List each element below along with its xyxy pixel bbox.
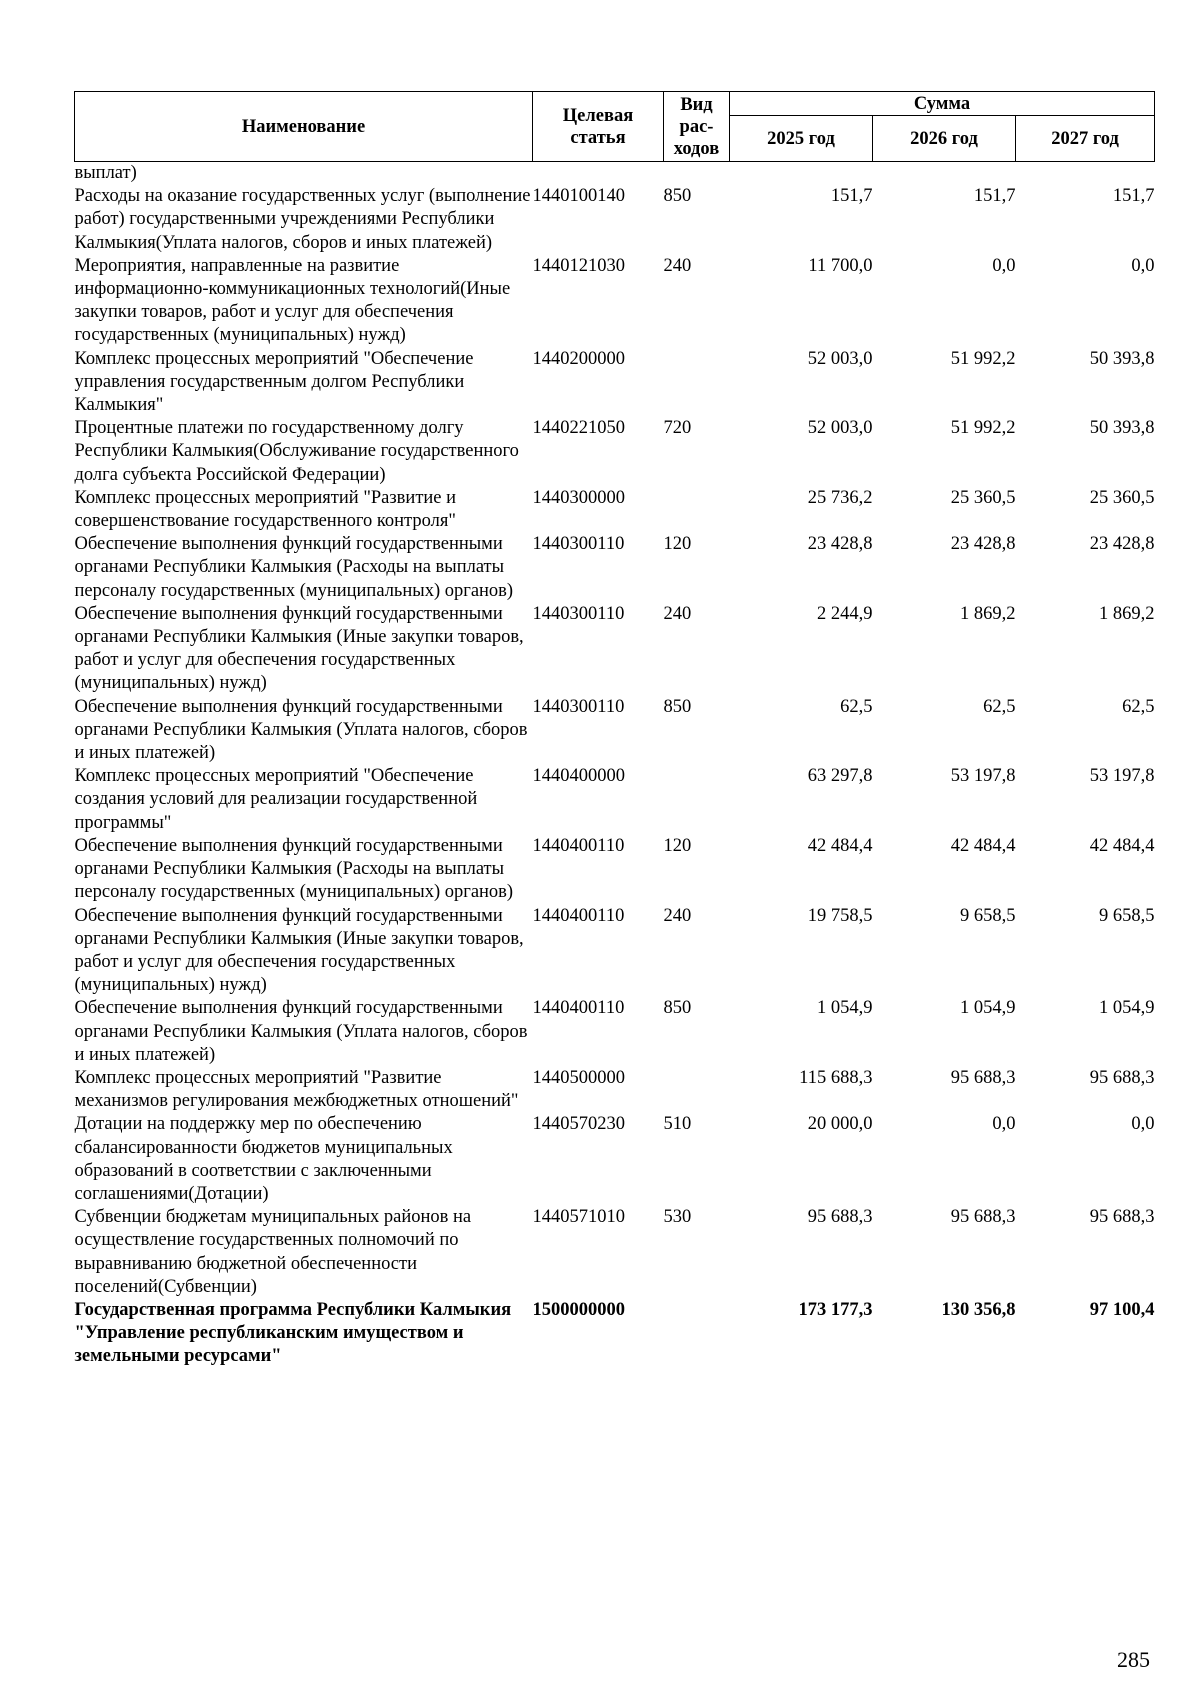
row-amount-2027: 50 393,8 [1089,348,1155,369]
row-amount-2027: 0,0 [1131,255,1155,276]
row-amount-2025: 23 428,8 [807,534,873,555]
row-expense-type [664,1067,730,1113]
row-amount-2025: 115 688,3 [799,1067,873,1088]
row-amount-2027: 95 688,3 [1089,1067,1155,1088]
row-expense-type: 240 [663,603,692,624]
row-amount-2027: 53 197,8 [1089,766,1155,787]
table-row [75,835,1155,905]
header-expense-type: Вид рас-ходов [664,92,730,162]
row-target-article: 1440571010 [532,1207,625,1228]
row-amount-2026: 53 197,8 [950,766,1016,787]
row-amount-2025: 62,5 [840,696,873,717]
row-expense-type: 120 [663,835,692,856]
row-name: Обеспечение выполнения функций государственными органами Республики Калмыкия (Уплата налогов, сборов и иных платежей) [74,998,528,1065]
page-number: 285 [1117,1647,1150,1672]
row-name: Расходы на оказание государственных услуг (выполнение работ) государственными учреждениями Республики Калмыкия(Уплата налогов, сборов и иных платежей) [74,186,531,253]
row-amount-2027: 97 100,4 [1089,1299,1155,1320]
row-expense-type: 530 [663,1207,692,1228]
table-row [75,255,1155,348]
table-header [75,92,1155,162]
row-amount-2026: 95 688,3 [950,1067,1016,1088]
row-name: Комплекс процессных мероприятий "Обеспечение создания условий для реализации государственной программы" [74,766,478,833]
row-amount-2025: 95 688,3 [807,1207,873,1228]
row-target-article: 1440570230 [532,1114,625,1135]
row-amount-2025: 52 003,0 [807,418,873,439]
header-target-article: Целевая статья [533,92,664,162]
row-amount-2025: 19 758,5 [807,905,873,926]
row-amount-2025: 1 054,9 [817,998,873,1019]
row-amount-2026: 151,7 [973,186,1016,207]
row-name: Обеспечение выполнения функций государственными органами Республики Калмыкия (Иные закупки товаров, работ и услуг для обеспечения государственных (муниципальных) нужд) [74,905,524,996]
row-expense-type: 120 [663,534,692,555]
row-amount-2026: 1 054,9 [960,998,1016,1019]
row-amount-2027: 9 658,5 [1099,905,1155,926]
row-name: Обеспечение выполнения функций государственными органами Республики Калмыкия (Расходы на выплаты персоналу государственных (муниципальных) органов) [74,835,514,903]
row-name: Комплекс процессных мероприятий "Развитие механизмов регулирования межбюджетных отношений" [74,1067,519,1112]
row-target-article: 1440400110 [532,835,625,856]
row-name: Процентные платежи по государственному долгу Республики Калмыкия(Обслуживание государственного долга субъекта Российской Федерации) [74,418,519,485]
table-row [75,1067,1155,1113]
table-row [75,603,1155,696]
row-expense-type: 240 [663,905,692,926]
row-amount-2027 [1016,162,1155,186]
row-name: выплат) [74,163,137,183]
row-target-article: 1440400110 [532,905,625,926]
row-amount-2027: 1 869,2 [1099,603,1155,624]
row-name: Мероприятия, направленные на развитие информационно-коммуникационных технологий(Иные закупки товаров, работ и услуг для обеспечения государственных (муниципальных) нужд) [74,255,511,346]
row-expense-type [664,487,730,533]
row-amount-2026: 95 688,3 [950,1207,1016,1228]
row-amount-2027: 42 484,4 [1089,835,1155,856]
table-row [75,1113,1155,1206]
row-expense-type: 510 [663,1114,692,1135]
row-target-article: 1440221050 [532,418,625,439]
header-year-2026: 2026 год [873,116,1016,162]
row-amount-2026: 9 658,5 [960,905,1016,926]
header-amount: Сумма [730,92,1155,116]
row-amount-2026: 23 428,8 [950,534,1016,555]
table-row [75,533,1155,603]
row-amount-2026: 25 360,5 [950,487,1016,508]
row-name: Обеспечение выполнения функций государственными органами Республики Калмыкия (Уплата налогов, сборов и иных платежей) [74,696,528,764]
row-name: Государственная программа Республики Калмыкия "Управление республиканским имуществом и земельными ресурсами" [74,1299,512,1367]
row-amount-2025: 151,7 [830,186,873,207]
row-amount-2026: 0,0 [992,1114,1016,1135]
table-row [75,905,1155,998]
row-name: Обеспечение выполнения функций государственными органами Республики Калмыкия (Иные закупки товаров, работ и услуг для обеспечения государственных (муниципальных) нужд) [74,603,524,694]
row-target-article: 1440121030 [532,255,625,276]
table-row [75,162,1155,186]
row-amount-2025: 173 177,3 [798,1299,873,1320]
table-row [75,185,1155,255]
row-expense-type [664,765,730,835]
row-target-article: 1440300000 [532,487,625,508]
budget-table [74,91,1155,1369]
row-amount-2025: 25 736,2 [807,487,873,508]
table-row [75,487,1155,533]
row-name: Субвенции бюджетам муниципальных районов на осуществление государственных полномочий по выравниванию бюджетной обеспеченности поселений(Субвенции) [74,1207,472,1297]
row-amount-2026: 42 484,4 [950,835,1016,856]
row-amount-2025 [730,162,873,186]
table-row [75,348,1155,418]
row-amount-2026: 51 992,2 [950,348,1016,369]
row-amount-2026: 51 992,2 [950,418,1016,439]
table-row [75,1206,1155,1299]
row-amount-2026: 0,0 [992,255,1016,276]
row-expense-type [664,348,730,418]
row-expense-type: 850 [663,998,692,1019]
header-year-2027: 2027 год [1016,116,1155,162]
row-expense-type: 850 [663,186,692,207]
row-amount-2027: 50 393,8 [1089,418,1155,439]
table-row [75,765,1155,835]
row-expense-type: 850 [663,696,692,717]
row-amount-2025: 52 003,0 [807,348,873,369]
row-target-article: 1440300110 [532,696,625,717]
row-amount-2025: 11 700,0 [808,255,873,276]
row-target-article: 1440400110 [532,998,625,1019]
row-amount-2026: 130 356,8 [941,1299,1016,1320]
row-name: Дотации на поддержку мер по обеспечению сбалансированности бюджетов муниципальных образований в соответствии с заключенными соглашениями(Дотации) [74,1114,453,1204]
row-amount-2025: 42 484,4 [807,835,873,856]
row-amount-2027: 25 360,5 [1089,487,1155,508]
row-amount-2026: 62,5 [983,696,1016,717]
row-target-article: 1440200000 [532,348,625,369]
row-name: Комплекс процессных мероприятий "Обеспечение управления государственным долгом Республики Калмыкия" [74,348,474,416]
row-amount-2027: 95 688,3 [1089,1207,1155,1228]
header-year-2025: 2025 год [730,116,873,162]
row-amount-2027: 1 054,9 [1099,998,1155,1019]
row-target-article: 1440100140 [532,186,625,207]
header-name: Наименование [75,92,533,162]
row-target-article: 1500000000 [532,1299,625,1320]
row-amount-2025: 2 244,9 [817,603,873,624]
row-amount-2027: 0,0 [1131,1114,1155,1135]
table-row [75,1299,1155,1369]
row-amount-2027: 62,5 [1122,696,1155,717]
row-expense-type: 240 [663,255,692,276]
row-amount-2026 [873,162,1016,186]
row-expense-type [664,1299,730,1369]
row-amount-2027: 151,7 [1112,186,1155,207]
row-target-article: 1440300110 [532,534,625,555]
table-row [75,696,1155,766]
table-row [75,417,1155,487]
row-expense-type: 720 [663,418,692,439]
table-row [75,997,1155,1067]
row-name: Комплекс процессных мероприятий "Развитие и совершенствование государственного контроля" [74,487,457,532]
row-amount-2025: 63 297,8 [807,766,873,787]
row-target-article: 1440500000 [532,1067,625,1088]
row-target-article [533,162,664,186]
row-amount-2025: 20 000,0 [807,1114,873,1135]
table-body [75,162,1155,1369]
row-amount-2026: 1 869,2 [960,603,1016,624]
row-name: Обеспечение выполнения функций государственными органами Республики Калмыкия (Расходы на выплаты персоналу государственных (муниципальных) органов) [74,534,514,601]
row-expense-type [664,162,730,186]
row-target-article: 1440400000 [532,766,625,787]
row-amount-2027: 23 428,8 [1089,534,1155,555]
row-target-article: 1440300110 [532,603,625,624]
